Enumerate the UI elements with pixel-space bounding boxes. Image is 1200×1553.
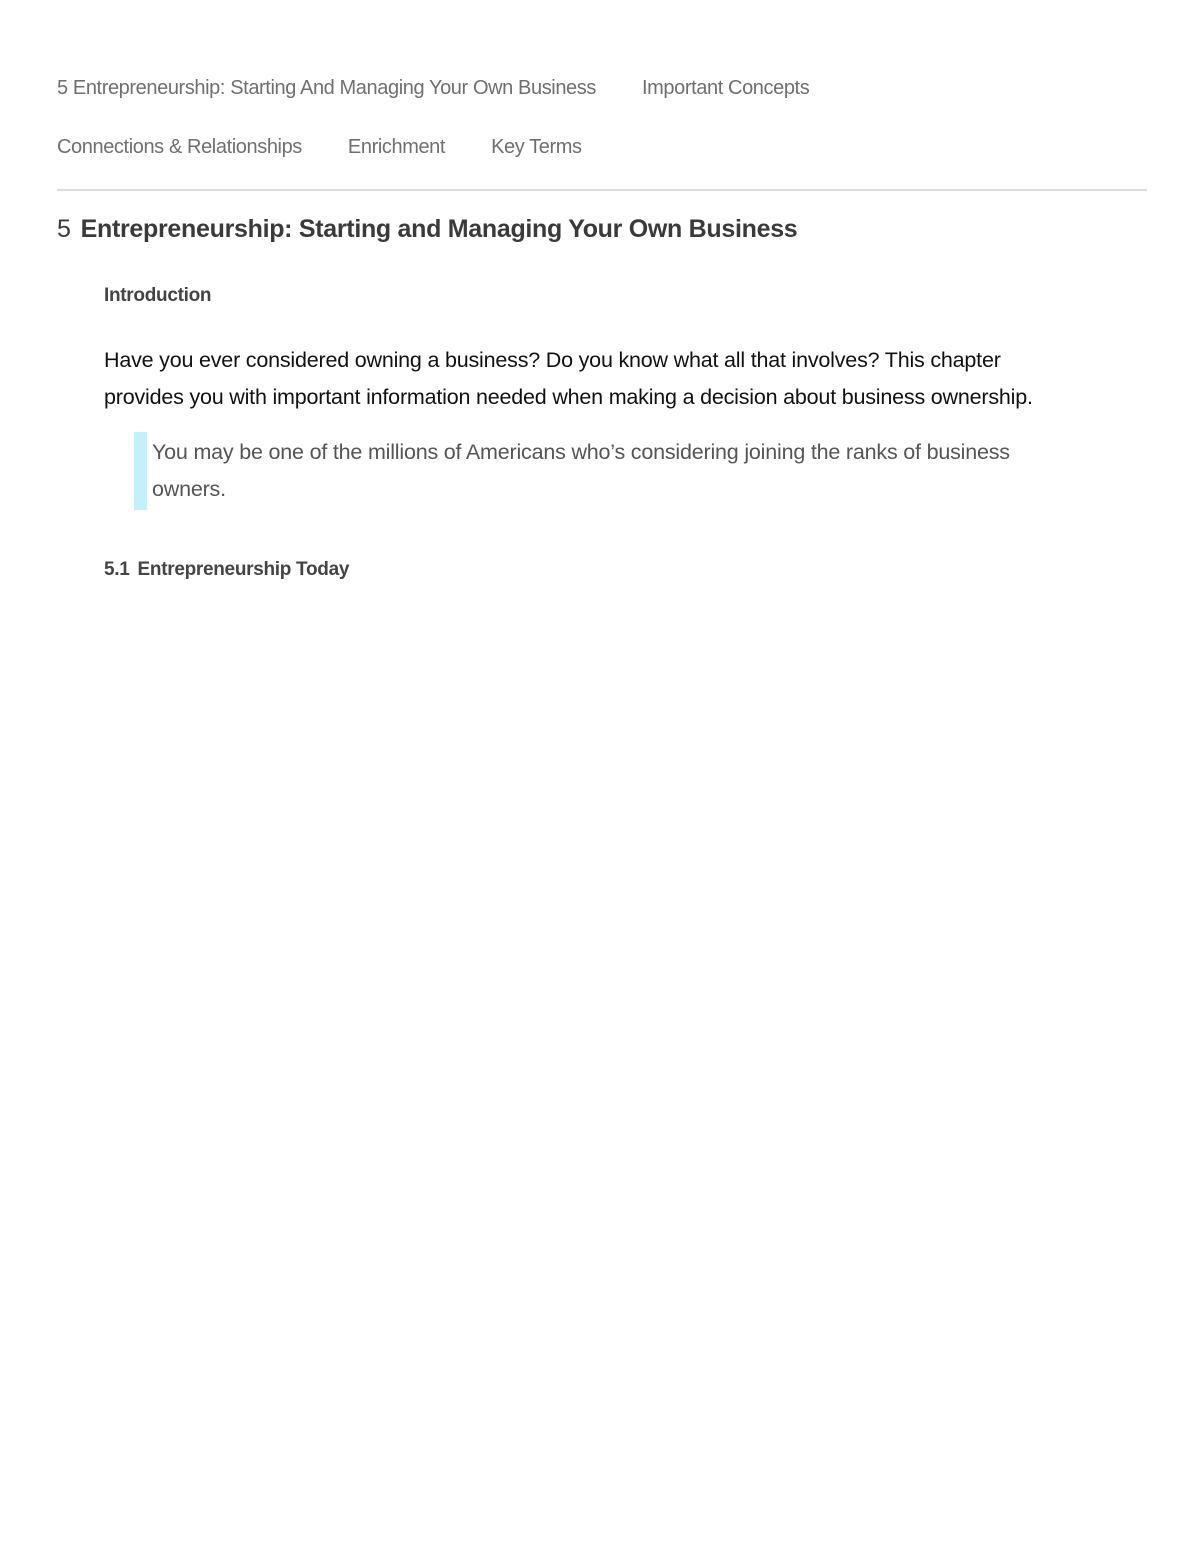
nav-link-connections-relationships[interactable]: Connections & Relationships xyxy=(57,135,302,158)
nav-link-enrichment[interactable]: Enrichment xyxy=(347,135,446,158)
introduction-heading: Introduction xyxy=(104,285,212,306)
chapter-title xyxy=(57,215,797,244)
nav-link-important-concepts[interactable]: Important Concepts xyxy=(641,76,810,99)
chapter-title-text: Entrepreneurship: Starting and Managing Your Own Business xyxy=(80,215,798,243)
nav-link-key-terms[interactable]: Key Terms xyxy=(491,135,582,158)
section-heading xyxy=(104,556,1044,584)
nav-row-2 xyxy=(57,129,1147,165)
header-divider xyxy=(57,189,1147,191)
section-title: Entrepreneurship Today xyxy=(137,559,350,580)
chapter-number: 5 xyxy=(57,215,71,243)
introduction-paragraph: Have you ever considered owning a business? Do you know what all that involves? This chapter provides you with important information needed when making a decision about business ownership. xyxy=(104,348,1033,409)
chapter-navigation xyxy=(57,70,1147,165)
nav-row-1 xyxy=(57,70,1147,106)
chapter-content xyxy=(104,282,1044,584)
section-number: 5.1 xyxy=(104,559,130,580)
nav-link-chapter[interactable]: 5 Entrepreneurship: Starting And Managing Your Own Business xyxy=(57,76,596,99)
introduction-quote: You may be one of the millions of Americans who’s considering joining the ranks of business owners. xyxy=(134,432,1042,510)
